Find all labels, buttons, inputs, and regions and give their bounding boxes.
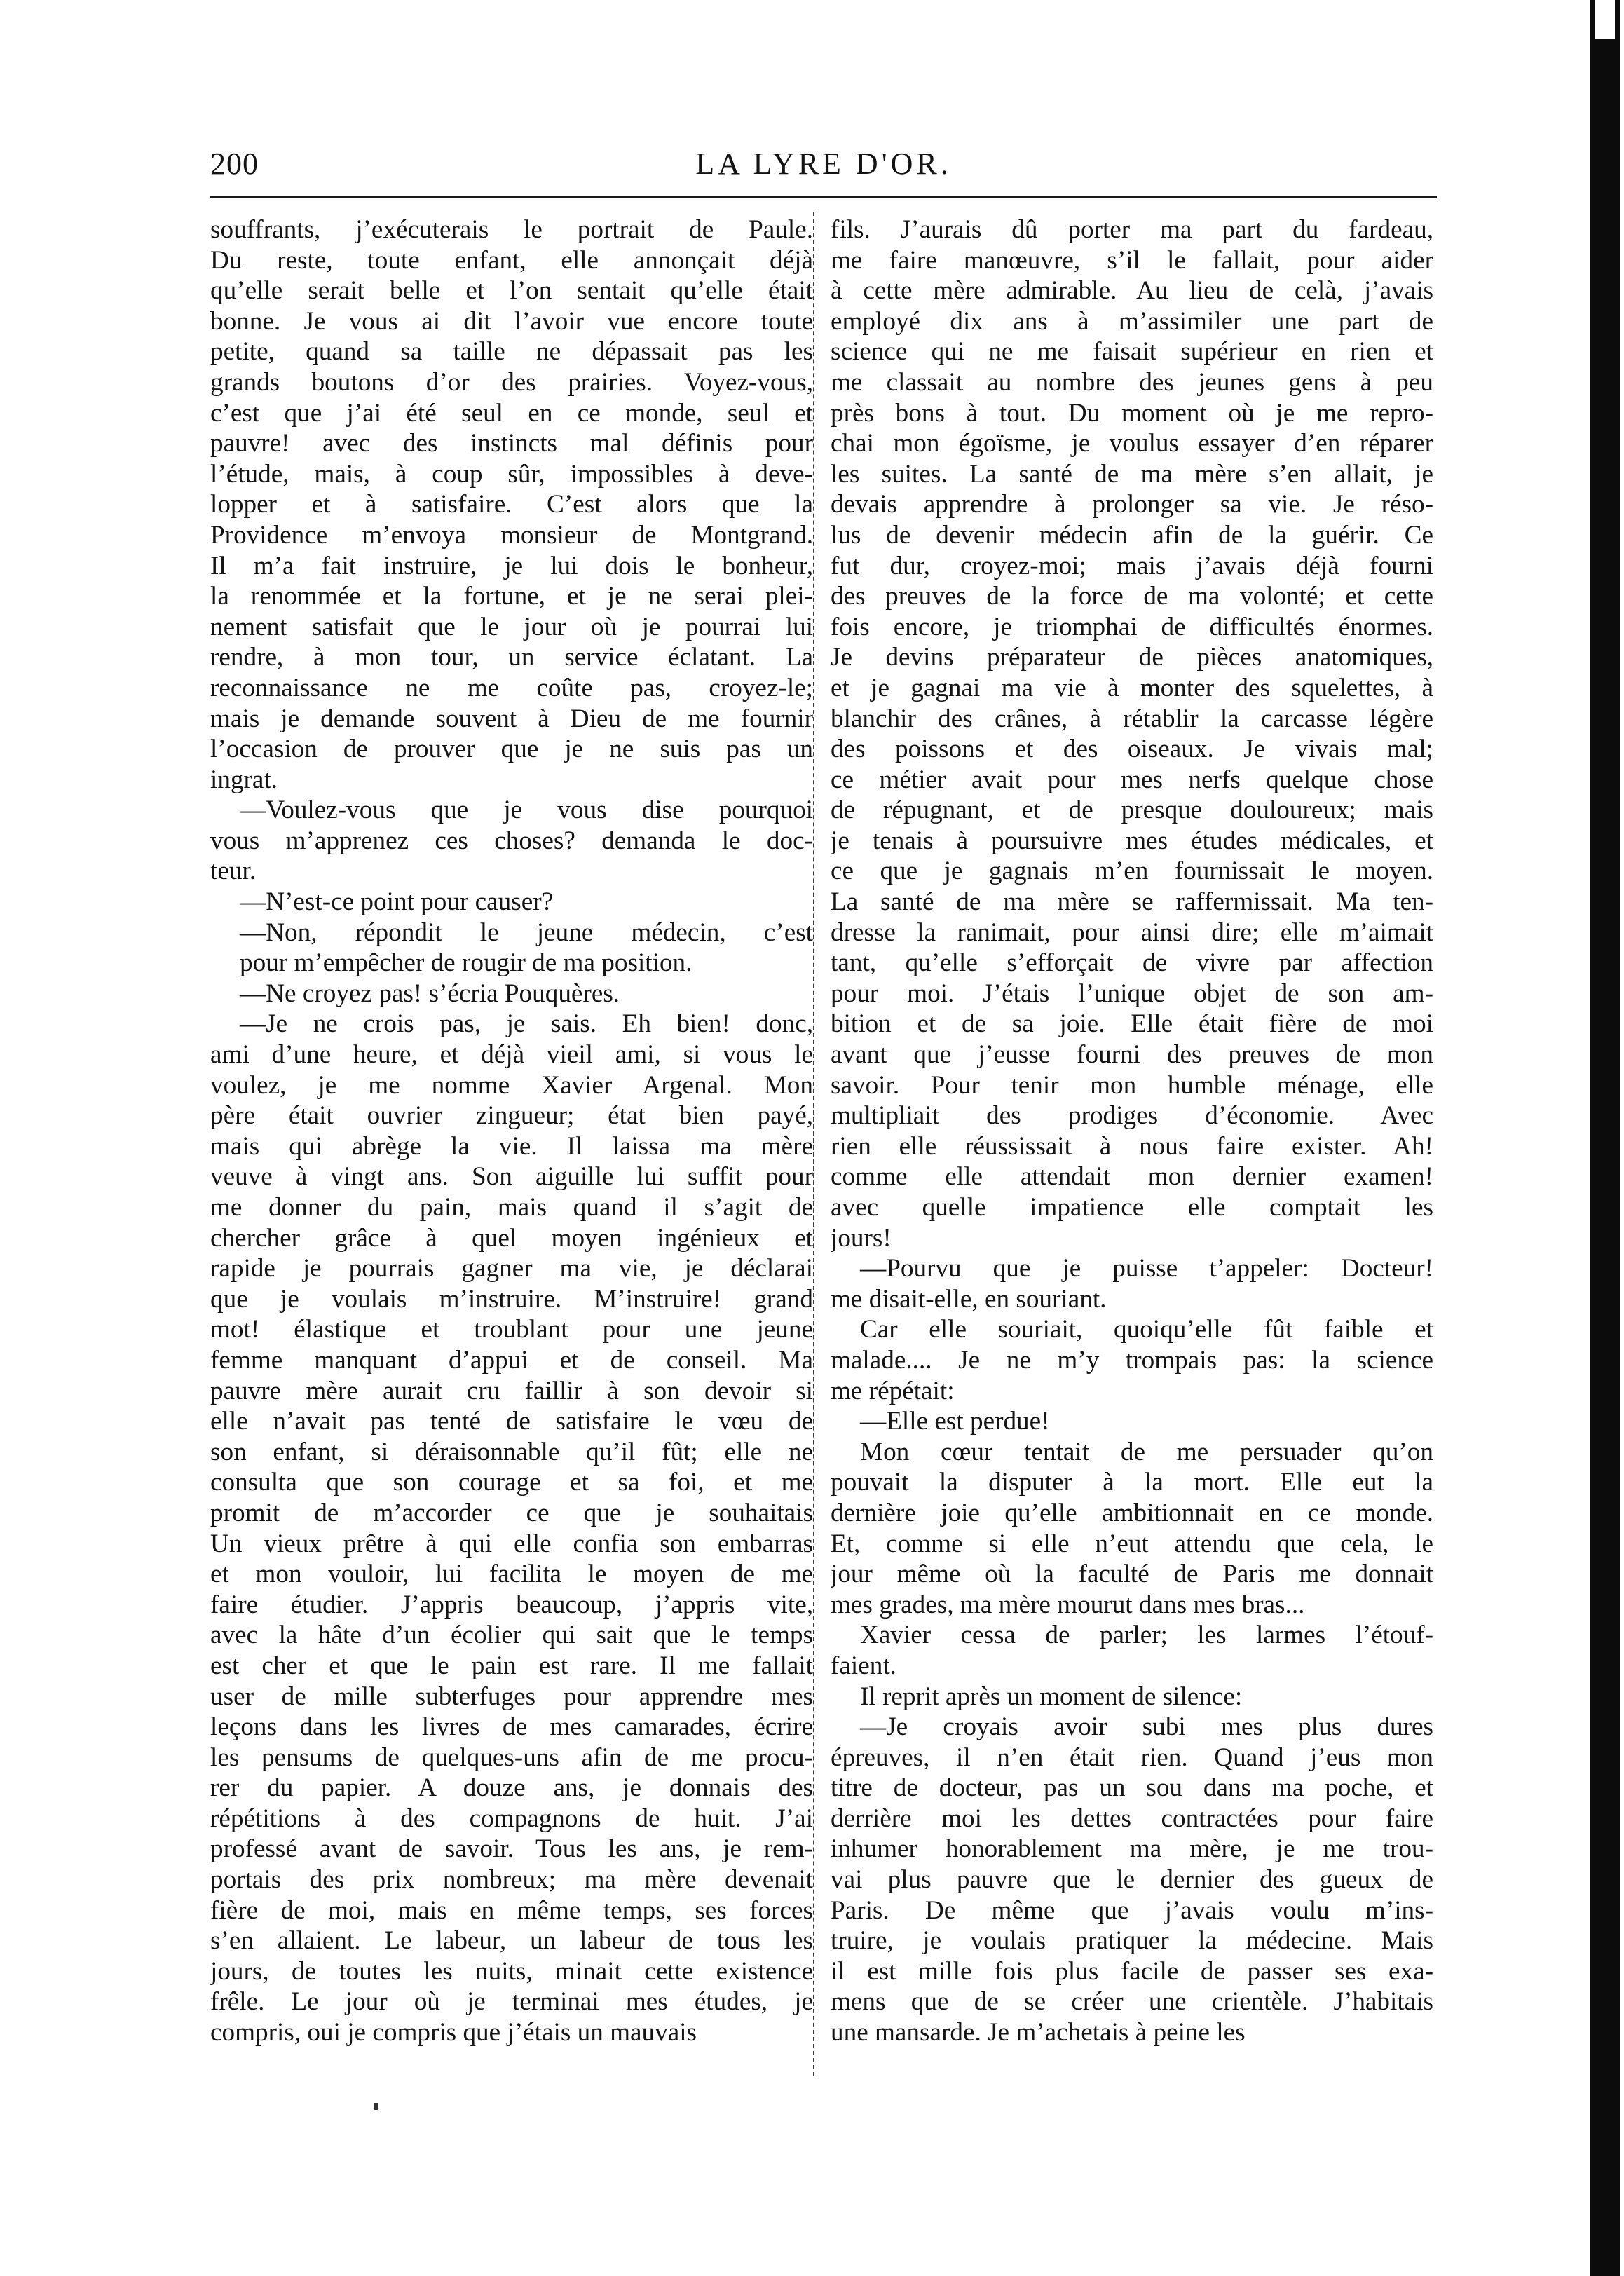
text-line: Mon cœur tentait de me persuader qu’on bbox=[860, 1437, 1433, 1466]
column-divider bbox=[813, 212, 814, 2076]
text-line: me faire manœuvre, s’il le fallait, pour aider bbox=[831, 245, 1433, 275]
text-line: promit de m’accorder ce que je souhaitais bbox=[210, 1498, 813, 1527]
text-line: savoir. Pour tenir mon humble ménage, elle bbox=[831, 1070, 1433, 1100]
text-line: mais je demande souvent à Dieu de me fournir bbox=[210, 704, 813, 733]
text-line: consulta que son courage et sa foi, et me bbox=[210, 1468, 813, 1497]
text-line: épreuves, il n’en était rien. Quand j’eus mon bbox=[831, 1743, 1433, 1772]
text-line: devais apprendre à prolonger sa vie. Je réso- bbox=[831, 490, 1433, 519]
text-line: mens que de se créer une crientèle. J’habitais bbox=[831, 1987, 1433, 2017]
text-line: —Je croyais avoir subi mes plus dures bbox=[860, 1712, 1433, 1742]
scan-edge-bar bbox=[1590, 0, 1620, 2276]
text-line: Du reste, toute enfant, elle annonçait déjà bbox=[210, 245, 813, 275]
text-line: fière de moi, mais en même temps, ses forces bbox=[210, 1895, 813, 1925]
text-line: l’étude, mais, à coup sûr, impossibles à deve- bbox=[210, 459, 813, 489]
text-line: dresse la ranimait, pour ainsi dire; elle m’aimait bbox=[831, 918, 1433, 947]
text-line: mais qui abrège la vie. Il laissa ma mère bbox=[210, 1131, 813, 1161]
text-line: user de mille subterfuges pour apprendre mes bbox=[210, 1682, 813, 1711]
ink-speck bbox=[374, 2103, 378, 2110]
text-line: bition et de sa joie. Elle était fière de moi bbox=[831, 1009, 1433, 1039]
text-line: —Je ne crois pas, je sais. Eh bien! donc, bbox=[240, 1009, 813, 1039]
text-line: me répétait: bbox=[831, 1376, 955, 1405]
text-line: des poissons et des oiseaux. Je vivais mal; bbox=[831, 735, 1433, 764]
text-line: blanchir des crânes, à rétablir la carcasse légère bbox=[831, 704, 1433, 733]
text-line: —Elle est perdue! bbox=[860, 1407, 1050, 1436]
text-line: et je gagnai ma vie à monter des squelettes, à bbox=[831, 673, 1433, 702]
text-line: malade.... Je ne m’y trompais pas: la science bbox=[831, 1345, 1433, 1375]
text-line: à cette mère admirable. Au lieu de celà, j’avais bbox=[831, 276, 1433, 306]
text-line: professé avant de savoir. Tous les ans, je rem- bbox=[210, 1834, 813, 1864]
text-line: petite, quand sa taille ne dépassait pas les bbox=[210, 337, 813, 367]
text-line: compris, oui je compris que j’étais un mauvais bbox=[210, 2018, 697, 2047]
text-line: Paris. De même que j’avais voulu m’ins- bbox=[831, 1895, 1433, 1925]
text-line: les suites. La santé de ma mère s’en allait, je bbox=[831, 459, 1433, 489]
text-line: —Non, répondit le jeune médecin, c’est bbox=[240, 918, 813, 947]
text-line: pouvait la disputer à la mort. Elle eut la bbox=[831, 1468, 1433, 1497]
text-line: science qui ne me faisait supérieur en rien et bbox=[831, 337, 1433, 367]
text-line: Il reprit après un moment de silence: bbox=[860, 1682, 1243, 1711]
text-line: me donner du pain, mais quand il s’agit de bbox=[210, 1193, 813, 1222]
text-line: avant que j’eusse fourni des preuves de mon bbox=[831, 1040, 1433, 1070]
text-line: chercher grâce à quel moyen ingénieux et bbox=[210, 1223, 813, 1253]
text-line: pauvre! avec des instincts mal définis pour bbox=[210, 429, 813, 458]
left-column bbox=[210, 214, 813, 2048]
text-line: et mon vouloir, lui facilita le moyen de me bbox=[210, 1560, 813, 1589]
text-line: des preuves de la force de ma volonté; et cette bbox=[831, 582, 1433, 611]
text-line: pauvre mère aurait cru faillir à son devoir si bbox=[210, 1376, 813, 1405]
text-line: fut dur, croyez-moi; mais j’avais déjà fourni bbox=[831, 551, 1433, 580]
text-line: rien elle réussissait à nous faire exister. Ah! bbox=[831, 1131, 1433, 1161]
text-line: rer du papier. A douze ans, je donnais des bbox=[210, 1773, 813, 1803]
text-line: jour même où la faculté de Paris me donnait bbox=[831, 1560, 1433, 1589]
text-line: frêle. Le jour où je terminai mes études, je bbox=[210, 1987, 813, 2017]
text-line: —Pourvu que je puisse t’appeler: Docteur! bbox=[860, 1254, 1433, 1283]
text-line: ce que je gagnais m’en fournissait le moyen. bbox=[831, 857, 1433, 886]
text-line: il est mille fois plus facile de passer ses exa- bbox=[831, 1956, 1433, 1986]
text-line: c’est que j’ai été seul en ce monde, seul et bbox=[210, 398, 813, 428]
text-line: mes grades, ma mère mourut dans mes bras... bbox=[831, 1590, 1305, 1619]
text-line: s’en allaient. Le labeur, un labeur de tous les bbox=[210, 1926, 813, 1956]
text-line: employé dix ans à m’assimiler une part de bbox=[831, 306, 1433, 336]
text-line: chai mon égoïsme, je voulus essayer d’en réparer bbox=[831, 429, 1433, 458]
text-line: fils. J’aurais dû porter ma part du fardeau, bbox=[831, 215, 1433, 244]
text-line: avec la hâte d’un écolier qui sait que le temps bbox=[210, 1621, 813, 1650]
text-line: répétitions à des compagnons de huit. J’ai bbox=[210, 1804, 813, 1833]
text-line: dernière joie qu’elle ambitionnait en ce monde. bbox=[831, 1498, 1433, 1527]
text-line: est cher et que le pain est rare. Il me fallait bbox=[210, 1651, 813, 1680]
text-line: elle n’avait pas tenté de satisfaire le vœu de bbox=[210, 1407, 813, 1436]
text-line: voulez, je me nomme Xavier Argenal. Mon bbox=[210, 1070, 813, 1100]
text-line: Je devins préparateur de pièces anatomiques, bbox=[831, 643, 1433, 672]
text-line: inhumer honorablement ma mère, je me trou- bbox=[831, 1834, 1433, 1864]
text-line: nement satisfait que le jour où je pourrai lui bbox=[210, 612, 813, 641]
text-line: jours, de toutes les nuits, minait cette existence bbox=[210, 1956, 813, 1986]
text-line: portais des prix nombreux; ma mère devenait bbox=[210, 1865, 813, 1895]
text-line: faire étudier. J’appris beaucoup, j’appris vite, bbox=[210, 1590, 813, 1619]
page-number: 200 bbox=[210, 146, 259, 181]
text-line: vai plus pauvre que le dernier des gueux de bbox=[831, 1865, 1433, 1895]
text-line: La santé de ma mère se raffermissait. Ma ten- bbox=[831, 887, 1433, 917]
text-line: vous m’apprenez ces choses? demanda le doc- bbox=[210, 826, 813, 855]
running-title: LA LYRE D'OR. bbox=[695, 146, 952, 181]
text-line: comme elle attendait mon dernier examen! bbox=[831, 1162, 1433, 1192]
text-line: me disait-elle, en souriant. bbox=[831, 1284, 1107, 1314]
text-line: tant, qu’elle s’efforçait de vivre par affection bbox=[831, 948, 1433, 978]
text-line: la renommée et la fortune, et je ne serai plei- bbox=[210, 582, 813, 611]
text-line: les pensums de quelques-uns afin de me procu- bbox=[210, 1743, 813, 1772]
text-line: me classait au nombre des jeunes gens à peu bbox=[831, 367, 1433, 397]
text-line: femme manquant d’appui et de conseil. Ma bbox=[210, 1345, 813, 1375]
text-line: teur. bbox=[210, 857, 257, 886]
text-line: qu’elle serait belle et l’on sentait qu’elle était bbox=[210, 276, 813, 306]
text-line: —Voulez-vous que je vous dise pourquoi bbox=[240, 796, 813, 825]
page-header bbox=[210, 146, 1437, 195]
text-line: multipliait des prodiges d’économie. Avec bbox=[831, 1101, 1433, 1131]
text-line: bonne. Je vous ai dit l’avoir vue encore toute bbox=[210, 306, 813, 336]
scan-edge-notch bbox=[1595, 0, 1615, 39]
text-line: père était ouvrier zingueur; état bien payé, bbox=[210, 1101, 813, 1131]
text-line: truire, je voulais pratiquer la médecine. Mais bbox=[831, 1926, 1433, 1956]
text-line: —Ne croyez pas! s’écria Pouquères. bbox=[240, 979, 620, 1008]
text-line: pour m’empêcher de rougir de ma position. bbox=[240, 948, 692, 978]
text-line: ingrat. bbox=[210, 765, 278, 794]
text-line: —N’est-ce point pour causer? bbox=[240, 887, 554, 917]
text-line: lopper et à satisfaire. C’est alors que la bbox=[210, 490, 813, 519]
text-line: ami d’une heure, et déjà vieil ami, si vous le bbox=[210, 1040, 813, 1070]
text-line: près bons à tout. Du moment où je me repro- bbox=[831, 398, 1433, 428]
text-line: Xavier cessa de parler; les larmes l’étouf- bbox=[860, 1621, 1433, 1650]
text-line: Car elle souriait, quoiqu’elle fût faible et bbox=[860, 1315, 1433, 1344]
text-line: ce métier avait pour mes nerfs quelque chose bbox=[831, 765, 1433, 794]
text-line: rendre, à mon tour, un service éclatant. La bbox=[210, 643, 813, 672]
text-line: son enfant, si déraisonnable qu’il fût; elle ne bbox=[210, 1437, 813, 1466]
text-line: veuve à vingt ans. Son aiguille lui suffit pour bbox=[210, 1162, 813, 1192]
text-line: fois encore, je triomphai de difficultés énormes. bbox=[831, 612, 1433, 641]
text-line: Et, comme si elle n’eut attendu que cela, le bbox=[831, 1529, 1433, 1558]
text-line: Providence m’envoya monsieur de Montgrand. bbox=[210, 520, 813, 550]
text-line: de répugnant, et de presque douloureux; mais bbox=[831, 796, 1433, 825]
text-line: grands boutons d’or des prairies. Voyez-vous, bbox=[210, 367, 813, 397]
text-line: derrière moi les dettes contractées pour faire bbox=[831, 1804, 1433, 1833]
text-line: leçons dans les livres de mes camarades, écrire bbox=[210, 1712, 813, 1742]
text-line: je tenais à poursuivre mes études médicales, et bbox=[831, 826, 1433, 855]
text-line: avec quelle impatience elle comptait les bbox=[831, 1193, 1433, 1222]
text-line: mot! élastique et troublant pour une jeune bbox=[210, 1315, 813, 1344]
header-rule bbox=[210, 196, 1437, 198]
text-line: Il m’a fait instruire, je lui dois le bonheur, bbox=[210, 551, 813, 580]
right-column bbox=[831, 214, 1433, 2048]
text-line: souffrants, j’exécuterais le portrait de Paule. bbox=[210, 215, 813, 244]
text-line: lus de devenir médecin afin de la guérir. Ce bbox=[831, 520, 1433, 550]
text-line: faient. bbox=[831, 1651, 896, 1680]
text-line: Un vieux prêtre à qui elle confia son embarras bbox=[210, 1529, 813, 1558]
text-line: pour moi. J’étais l’unique objet de son am- bbox=[831, 979, 1433, 1008]
text-line: reconnaissance ne me coûte pas, croyez-le; bbox=[210, 673, 813, 702]
text-line: une mansarde. Je m’achetais à peine les bbox=[831, 2018, 1246, 2047]
text-line: l’occasion de prouver que je ne suis pas un bbox=[210, 735, 813, 764]
text-line: titre de docteur, pas un sou dans ma poche, et bbox=[831, 1773, 1433, 1803]
text-line: jours! bbox=[831, 1223, 892, 1253]
text-line: rapide je pourrais gagner ma vie, je déclarai bbox=[210, 1254, 813, 1283]
text-line: que je voulais m’instruire. M’instruire! grand bbox=[210, 1284, 813, 1314]
